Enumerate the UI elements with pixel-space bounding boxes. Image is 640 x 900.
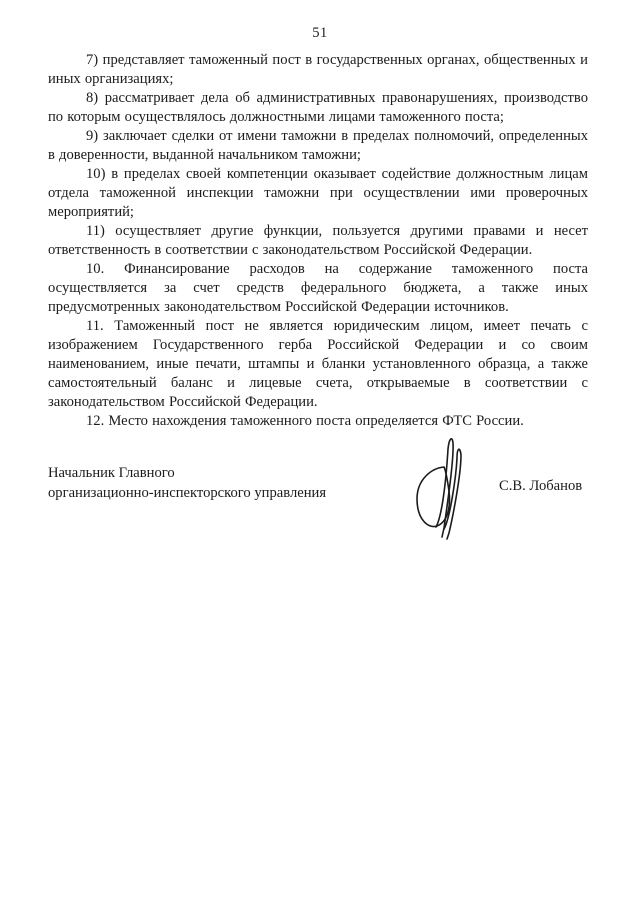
paragraph-item-11: 11) осуществляет другие функции, пользуется другими правами и несет ответственность в соответствии с законодательством Российской Федерации. [48,223,588,258]
signer-position-line1: Начальник Главного [48,465,175,481]
paragraph-item-9: 9) заключает сделки от имени таможни в пределах полномочий, определенных в доверенности, выданной начальником таможни; [48,128,588,163]
signer-position-title [48,464,408,503]
paragraph-item-8: 8) рассматривает дела об административных правонарушениях, производство по которым осуществлялось должностными лицами таможенного поста; [48,90,588,125]
paragraph-item-7: 7) представляет таможенный пост в государственных органах, общественных и иных организациях; [48,52,588,87]
document-body [48,51,588,431]
handwritten-signature-icon [402,430,466,542]
signer-position-line2: организационно-инспекторского управления [48,484,327,501]
paragraph-clause-10: 10. Финансирование расходов на содержание таможенного поста осуществляется за счет средств федерального бюджета, а также иных предусмотренных законодательством Российской Федерации источников. [48,261,588,315]
signature-block [48,464,592,584]
signer-name: С.В. Лобанов [499,478,583,494]
paragraph-clause-11: 11. Таможенный пост не является юридическим лицом, имеет печать с изображением Государственного герба Российской Федерации и со своим наименованием, иные печати, штампы и бланки установленного образца, а также самостоятельный баланс и лицевые счета, открываемые в соответствии с законодательством Российской Федерации. [48,318,588,410]
page-number: 51 [312,25,328,41]
paragraph-item-10: 10) в пределах своей компетенции оказывает содействие должностным лицам отдела таможенной инспекции таможни при осуществлении ими проверочных мероприятий; [48,166,588,220]
paragraph-clause-12: 12. Место нахождения таможенного поста определяется ФТС России. [86,413,524,429]
